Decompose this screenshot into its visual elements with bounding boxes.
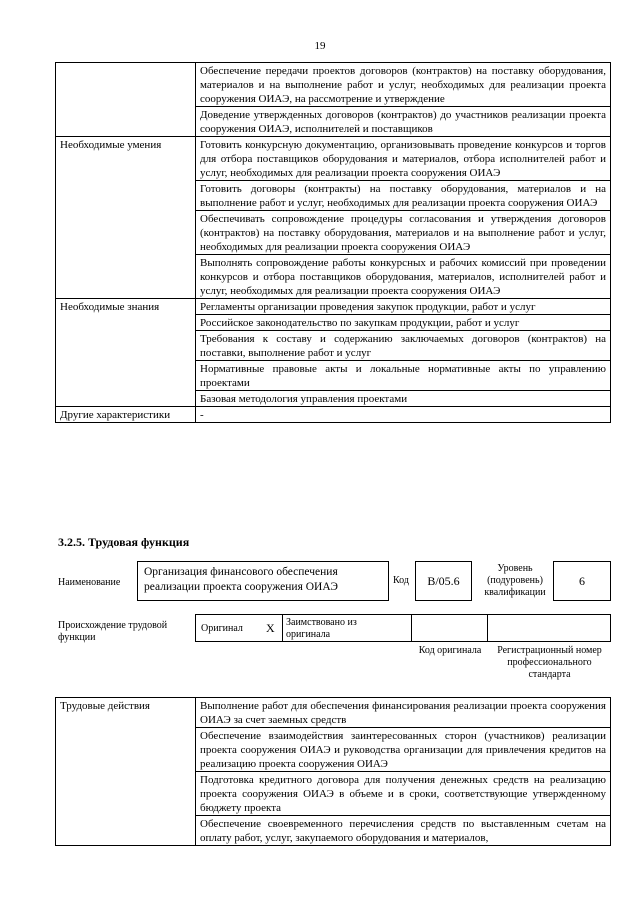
row-text: Обеспечение своевременного перечисления средств по выставленным счетам на оплату работ, услуг, закупаемого оборудования и материалов, bbox=[196, 816, 611, 846]
row-text: Выполнение работ для обеспечения финансирования реализации проекта сооружения ОИАЭ за счет заемных средств bbox=[196, 698, 611, 728]
function-code-box: B/05.6 bbox=[415, 561, 472, 601]
borrowed-cell bbox=[282, 615, 412, 641]
row-label: Другие характеристики bbox=[56, 407, 196, 423]
labor-actions-table bbox=[55, 697, 611, 846]
qualification-level-box: 6 bbox=[553, 561, 611, 601]
page-number: 19 bbox=[314, 40, 326, 52]
row-label bbox=[56, 63, 196, 137]
original-code-cell bbox=[411, 615, 488, 641]
table-row bbox=[56, 407, 611, 423]
row-text: Обеспечивать сопровождение процедуры согласования и утверждения договоров (контрактов) на поставку оборудования, материалов и на выполнение работ и услуг, необходимых для реализации проекта сооружения ОИАЭ bbox=[196, 211, 611, 255]
row-text: Доведение утвержденных договоров (контрактов) до участников реализации проекта сооружения ОИАЭ, исполнителей и поставщиков bbox=[196, 107, 611, 137]
row-text: Российское законодательство по закупкам продукции, работ и услуг bbox=[196, 315, 611, 331]
table-row bbox=[56, 137, 611, 181]
row-label: Трудовые действия bbox=[56, 698, 196, 846]
row-text: Нормативные правовые акты и локальные нормативные акты по управлению проектами bbox=[196, 361, 611, 391]
row-text: Готовить конкурсную документацию, организовывать проведение конкурсов и торгов для отбора поставщиков оборудования и материалов, отбора исполнителей работ и услуг, необходимых для реализации проекта сооружения ОИАЭ bbox=[196, 137, 611, 181]
table-row bbox=[56, 698, 611, 728]
row-text: Готовить договоры (контракты) на поставку оборудования, материалов и на выполнение работ и услуг, необходимых для реализации проекта сооружения ОИАЭ bbox=[196, 181, 611, 211]
row-label: Необходимые знания bbox=[56, 299, 196, 407]
code-label: Код bbox=[393, 575, 409, 586]
table-row bbox=[56, 63, 611, 107]
level-label: Уровень (подуровень) квалификации bbox=[484, 563, 546, 598]
table-row bbox=[56, 299, 611, 315]
original-label: Оригинал bbox=[201, 623, 243, 634]
row-text: - bbox=[196, 407, 611, 423]
row-label: Необходимые умения bbox=[56, 137, 196, 299]
origin-row bbox=[195, 614, 611, 642]
row-text: Выполнять сопровождение работы конкурсных и рабочих комиссий при проведении конкурсов и отбора поставщиков оборудования, материалов, исполнителей работ и услуг, необходимых для реализации проекта сооружения ОИАЭ bbox=[196, 255, 611, 299]
row-text: Подготовка кредитного договора для получения денежных средств на реализацию проекта сооружения ОИАЭ в объеме и в сроки, соответствующие утвержденному бюджету проекта bbox=[196, 772, 611, 816]
code-caption: Код оригинала bbox=[418, 645, 482, 656]
skills-knowledge-table bbox=[55, 62, 611, 423]
name-label: Наименование bbox=[58, 577, 121, 588]
original-cell bbox=[196, 615, 283, 641]
row-text: Базовая методология управления проектами bbox=[196, 391, 611, 407]
registration-caption: Регистрационный номер профессионального стандарта bbox=[497, 645, 602, 680]
original-mark: X bbox=[266, 621, 275, 635]
function-name-box: Организация финансового обеспечения реализации проекта сооружения ОИАЭ bbox=[137, 561, 389, 601]
row-text: Требования к составу и содержанию заключаемых договоров (контрактов) на поставки, выполнение работ и услуг bbox=[196, 331, 611, 361]
row-text: Обеспечение передачи проектов договоров (контрактов) на поставку оборудования, материалов и на выполнение работ и услуг, необходимых для реализации проекта сооружения ОИАЭ, на рассмотрение и утверждение bbox=[196, 63, 611, 107]
row-text: Регламенты организации проведения закупок продукции, работ и услуг bbox=[196, 299, 611, 315]
section-title: 3.2.5. Трудовая функция bbox=[58, 535, 190, 549]
origin-label: Происхождение трудовой функции bbox=[58, 620, 168, 643]
row-text: Обеспечение взаимодействия заинтересованных сторон (участников) реализации проекта сооружения ОИАЭ и руководства организации для привлечения кредитов на реализацию проекта сооружения ОИАЭ bbox=[196, 728, 611, 772]
borrowed-label: Заимствовано из оригинала bbox=[286, 617, 357, 640]
